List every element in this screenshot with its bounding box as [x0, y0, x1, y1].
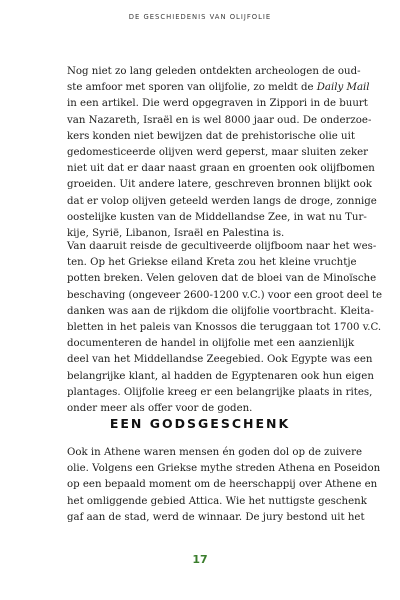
text-line: gaf aan de stad, werd de winnaar. De jury bestond uit het [67, 511, 365, 523]
text-line: gedomesticeerde olijven werd geperst, maar sluiten zeker [67, 147, 369, 159]
text-line: ste amfoor met sporen van olijfolie, zo meldt de Daily Mail [67, 82, 370, 94]
text-line: van Nazareth, Israël en is wel 8000 jaar oud. De onderzoe- [67, 114, 372, 126]
text-line: deel van het Middellandse Zeegebied. Ook Egypte was een [67, 354, 373, 366]
text-line: groeiden. Uit andere latere, geschreven bronnen blijkt ook [67, 179, 372, 191]
paragraph-2 [67, 239, 382, 417]
page-number: 17 [192, 553, 208, 566]
text-line: plantages. Olijfolie kreeg er een belangrijke plaats in rites, [67, 386, 373, 398]
text-line: kers konden niet bewijzen dat de prehistorische olie uit [67, 130, 355, 142]
text-line: ten. Op het Griekse eiland Kreta zou het kleine vruchtje [67, 257, 357, 269]
text-line: olie. Volgens een Griekse mythe streden Athena en Poseidon [67, 463, 381, 475]
text-line: dat er volop olijven geteeld werden langs de droge, zonnige [67, 195, 377, 207]
text-line: kije, Syrië, Libanon, Israël en Palestina is. [67, 228, 285, 240]
text-line: op een bepaald moment om de heerschappij over Athene en [67, 479, 378, 491]
text-line: belangrijke klant, al hadden de Egyptenaren ook hun eigen [67, 370, 374, 382]
text-line: bletten in het paleis van Knossos die teruggaan tot 1700 v.C. [67, 322, 382, 334]
paragraph-1 [67, 64, 377, 242]
text-line: onder meer als offer voor de goden. [67, 403, 253, 415]
text-line: niet uit dat er daar naast graan en groenten ook olijfbomen [67, 163, 375, 175]
running-header: DE GESCHIEDENIS VAN OLIJFOLIE [128, 13, 272, 21]
text-line: documenteren de handel in olijfolie met een aanzienlijk [67, 338, 355, 350]
text-line: Nog niet zo lang geleden ontdekten archeologen de oud- [67, 66, 361, 77]
text-line: het omliggende gebied Attica. Wie het nuttigste geschenk [67, 495, 367, 507]
text-line: beschaving (ongeveer 2600-1200 v.C.) voor een groot deel te [67, 289, 382, 301]
text-line: danken was aan de rijkdom die olijfolie voortbracht. Kleita- [67, 305, 374, 317]
paragraph-3 [67, 445, 381, 526]
section-heading: EEN GODSGESCHENK [109, 416, 291, 431]
text-line: Ook in Athene waren mensen én goden dol op de zuivere [67, 447, 362, 458]
text-line: in een artikel. Die werd opgegraven in Zippori in de buurt [67, 98, 368, 110]
text-line: potten breken. Velen geloven dat de bloei van de Minoïsche [67, 273, 377, 285]
text-line: Van daaruit reisde de gecultiveerde olijfboom naar het wes- [67, 241, 377, 252]
text-line: oostelijke kusten van de Middellandse Zee, in wat nu Tur- [67, 211, 367, 223]
